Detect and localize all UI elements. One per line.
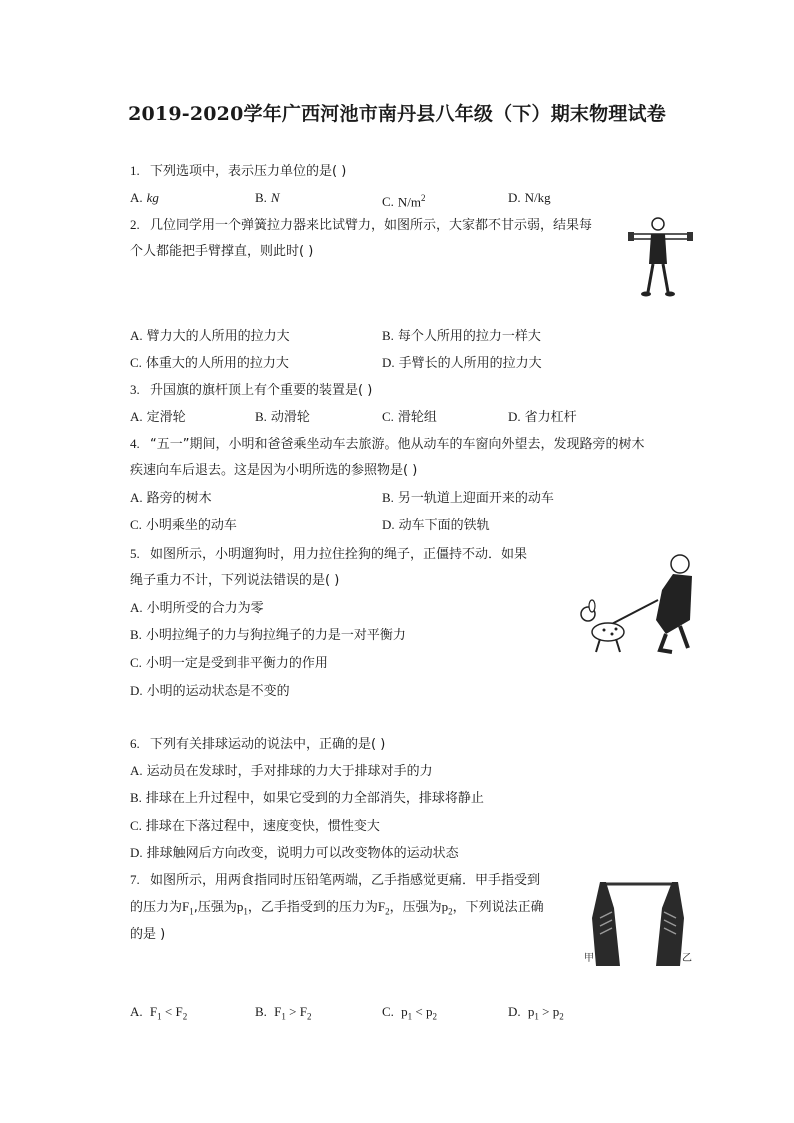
q3-option-d[interactable]: D. 省力杠杆 [508, 409, 577, 425]
q7-option-a[interactable]: A. $F_1 < F_2$ [130, 1004, 188, 1022]
q4-option-d[interactable]: D. 动车下面的铁轨 [382, 517, 490, 533]
q5-option-c[interactable]: C. 小明一定是受到非平衡力的作用 [130, 655, 328, 671]
q5-option-b[interactable]: B. 小明拉绳子的力与狗拉绳子的力是一对平衡力 [130, 627, 406, 643]
question-number: 4. [130, 436, 140, 451]
two-hands-pressing-pencil-figure [580, 878, 696, 970]
question-number: 5. [130, 546, 140, 561]
question-4-stem-line-1: 4. “五一”期间，小明和爸爸乘坐动车去旅游。他从动车的车窗向外望去，发现路旁的树木 [130, 436, 645, 452]
question-7-stem-line-2: 的压力为$F_1$,压强为$p_1$，乙手指受到的压力为$F_2$，压强为$p_2$，下列说法正确 [130, 899, 544, 917]
q3-option-a[interactable]: A. 定滑轮 [130, 409, 186, 425]
question-number: 2. [130, 217, 140, 232]
q6-option-c[interactable]: C. 排球在下落过程中，速度变快，惯性变大 [130, 818, 380, 834]
q1-option-b[interactable]: B. N [255, 190, 280, 205]
q7-option-b[interactable]: B. $F_1 > F_2$ [255, 1004, 312, 1022]
q2-option-a[interactable]: A. 臂力大的人所用的拉力大 [130, 328, 290, 344]
q4-option-c[interactable]: C. 小明乘坐的动车 [130, 517, 237, 533]
q2-option-c[interactable]: C. 体重大的人所用的拉力大 [130, 355, 289, 371]
question-1-stem: 1. 下列选项中，表示压力单位的是( ) [130, 163, 347, 179]
q6-option-d[interactable]: D. 排球触网后方向改变，说明力可以改变物体的运动状态 [130, 845, 459, 861]
q4-option-a[interactable]: A. 路旁的树木 [130, 490, 212, 506]
question-5-stem-line-1: 5. 如图所示，小明遛狗时，用力拉住拴狗的绳子，正僵持不动．如果 [130, 546, 528, 562]
question-2-stem-line-1: 2. 几位同学用一个弹簧拉力器来比试臂力，如图所示，大家都不甘示弱，结果每 [130, 217, 593, 233]
question-6-stem: 6. 下列有关排球运动的说法中，正确的是( ) [130, 736, 386, 752]
question-number: 7. [130, 872, 140, 887]
question-number: 3. [130, 382, 140, 397]
figure-label-jia: 甲 [584, 953, 594, 964]
question-3-stem: 3. 升国旗的旗杆顶上有个重要的装置是( ) [130, 382, 373, 398]
question-number: 6. [130, 736, 140, 751]
q5-option-d[interactable]: D. 小明的运动状态是不变的 [130, 683, 290, 699]
q6-option-b[interactable]: B. 排球在上升过程中，如果它受到的力全部消失，排球将静止 [130, 790, 484, 806]
man-walking-dog-figure [570, 550, 698, 658]
q2-option-b[interactable]: B. 每个人所用的拉力一样大 [382, 328, 541, 344]
q7-option-d[interactable]: D. $p_1 > p_2$ [508, 1004, 564, 1022]
q1-option-d[interactable]: D. N/kg [508, 190, 551, 205]
question-7-stem-line-1: 7. 如图所示，用两食指同时压铅笔两端，乙手指感觉更痛．甲手指受到 [130, 872, 541, 888]
question-5-stem-line-2: 绳子重力不计，下列说法错误的是( ) [130, 573, 340, 588]
page-title: 2019-2020学年广西河池市南丹县八年级（下）期末物理试卷 [128, 103, 666, 125]
q1-option-c[interactable]: C. $N/m^2$ [382, 193, 426, 210]
q7-option-c[interactable]: C. $p_1 < p_2$ [382, 1004, 438, 1022]
q3-option-b[interactable]: B. 动滑轮 [255, 409, 310, 425]
q4-option-b[interactable]: B. 另一轨道上迎面开来的动车 [382, 490, 554, 506]
question-number: 1. [130, 163, 140, 178]
q5-option-a[interactable]: A. 小明所受的合力为零 [130, 600, 264, 616]
q2-option-d[interactable]: D. 手臂长的人所用的拉力大 [382, 355, 542, 371]
question-7-stem-line-3: 的是 ) [130, 927, 166, 942]
q1-option-a[interactable]: A. kg [130, 190, 159, 205]
man-stretching-spring-expander-figure [626, 214, 696, 300]
q3-option-c[interactable]: C. 滑轮组 [382, 409, 437, 425]
question-4-stem-line-2: 疾速向车后退去。这是因为小明所选的参照物是( ) [130, 463, 418, 478]
q6-option-a[interactable]: A. 运动员在发球时，手对排球的力大于排球对手的力 [130, 763, 433, 779]
figure-label-yi: 乙 [682, 953, 692, 964]
question-2-stem-line-2: 个人都能把手臂撑直，则此时( ) [130, 244, 314, 259]
